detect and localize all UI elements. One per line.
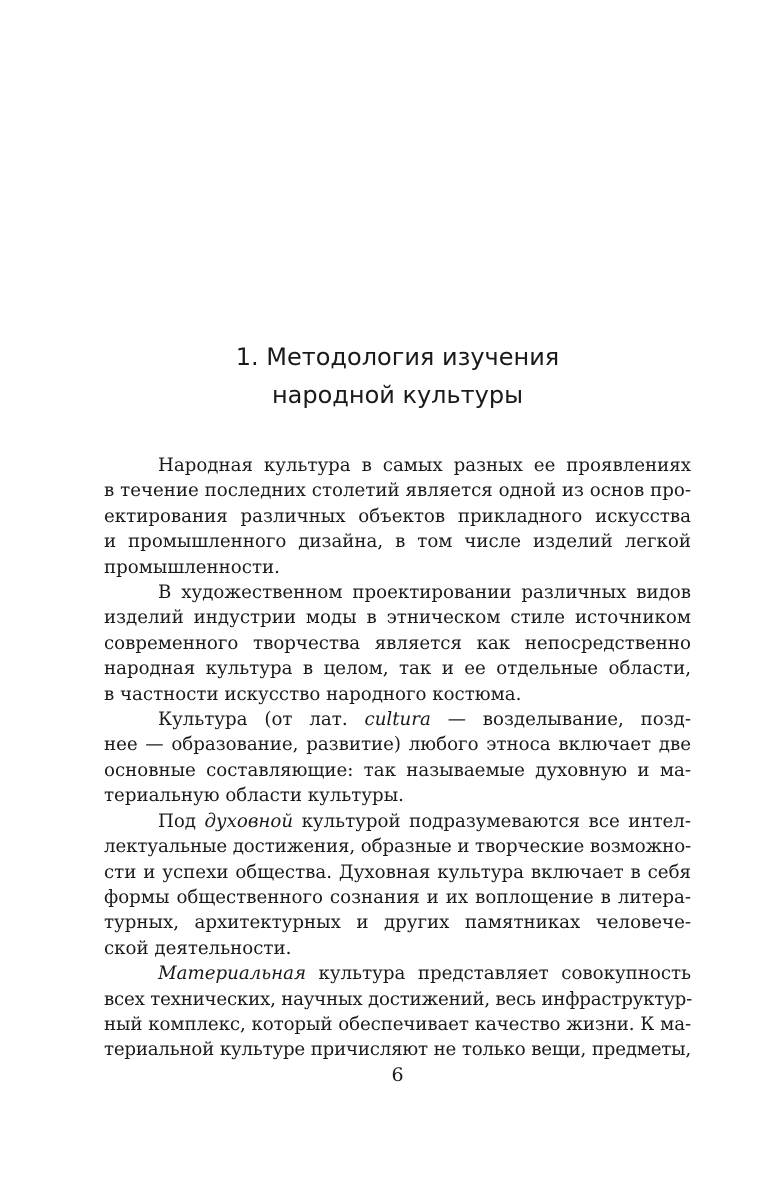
paragraph-3: [104, 707, 691, 809]
chapter-heading: [104, 338, 691, 414]
text-fragment: Под: [158, 810, 205, 832]
chapter-heading-line-1: 1. Методология изучения: [235, 343, 560, 371]
paragraph-4: [104, 809, 691, 961]
text-line: нее — образование, развитие) любого этноса включает две: [104, 734, 691, 756]
text-line: ный комплекс, который обеспечивает качество жизни. К ма-: [104, 1013, 691, 1035]
page-number: 6: [391, 1064, 404, 1086]
text-line: основные составляющие: так называемые духовную и ма-: [104, 759, 691, 781]
text-line: [104, 809, 691, 834]
text-line: лектуальные достижения, образные и творческие возможно-: [104, 836, 692, 858]
text-line: изделий индустрии моды в этническом стиле источником: [104, 607, 691, 629]
text-fragment: — возделывание, позд-: [430, 709, 691, 731]
text-line: формы общественного сознания и их воплощение в литера-: [104, 886, 691, 908]
text-line: В художественном проектировании различных видов: [158, 582, 691, 604]
text-line: и промышленного дизайна, в том числе изделий легкой: [104, 531, 691, 553]
text-line: териальной культуре причисляют не только вещи, предметы,: [104, 1039, 691, 1061]
text-line: сти и успехи общества. Духовная культура включает в себя: [104, 861, 691, 883]
book-page: [104, 0, 691, 1182]
text-line: [104, 961, 691, 986]
text-line: Народная культура в самых разных ее проявлениях: [158, 455, 691, 476]
italic-term: Материальная: [158, 963, 307, 985]
text-line: турных, архитектурных и других памятниках человече-: [104, 912, 691, 934]
paragraph-1: [104, 453, 691, 580]
text-line: [104, 707, 691, 732]
text-fragment: Культура (от лат.: [158, 709, 365, 731]
text-fragment: культура представляет совокупность: [306, 963, 691, 985]
text-line: всех технических, научных достижений, весь инфраструктур-: [104, 988, 693, 1010]
text-fragment: культурой подразумеваются все интел-: [293, 810, 691, 832]
text-line: в частности искусство народного костюма.: [104, 683, 522, 705]
chapter-heading-line-2: народной культуры: [271, 381, 524, 409]
text-line: териальную области культуры.: [104, 785, 404, 807]
text-line: промышленности.: [104, 556, 280, 578]
text-line: ектирования различных объектов прикладного искусства: [104, 505, 691, 527]
body-text: [104, 453, 691, 1063]
italic-term: cultura: [364, 709, 431, 731]
text-line: в течение последних столетий является одной из основ про-: [104, 480, 691, 502]
text-line: ской деятельности.: [104, 937, 292, 959]
text-line: народная культура в целом, так и ее отдельные области,: [104, 658, 691, 680]
paragraph-2: [104, 580, 691, 707]
text-line: современного творчества является как непосредственно: [104, 632, 691, 654]
paragraph-5: [104, 961, 691, 1063]
italic-term: духовной: [204, 810, 294, 832]
